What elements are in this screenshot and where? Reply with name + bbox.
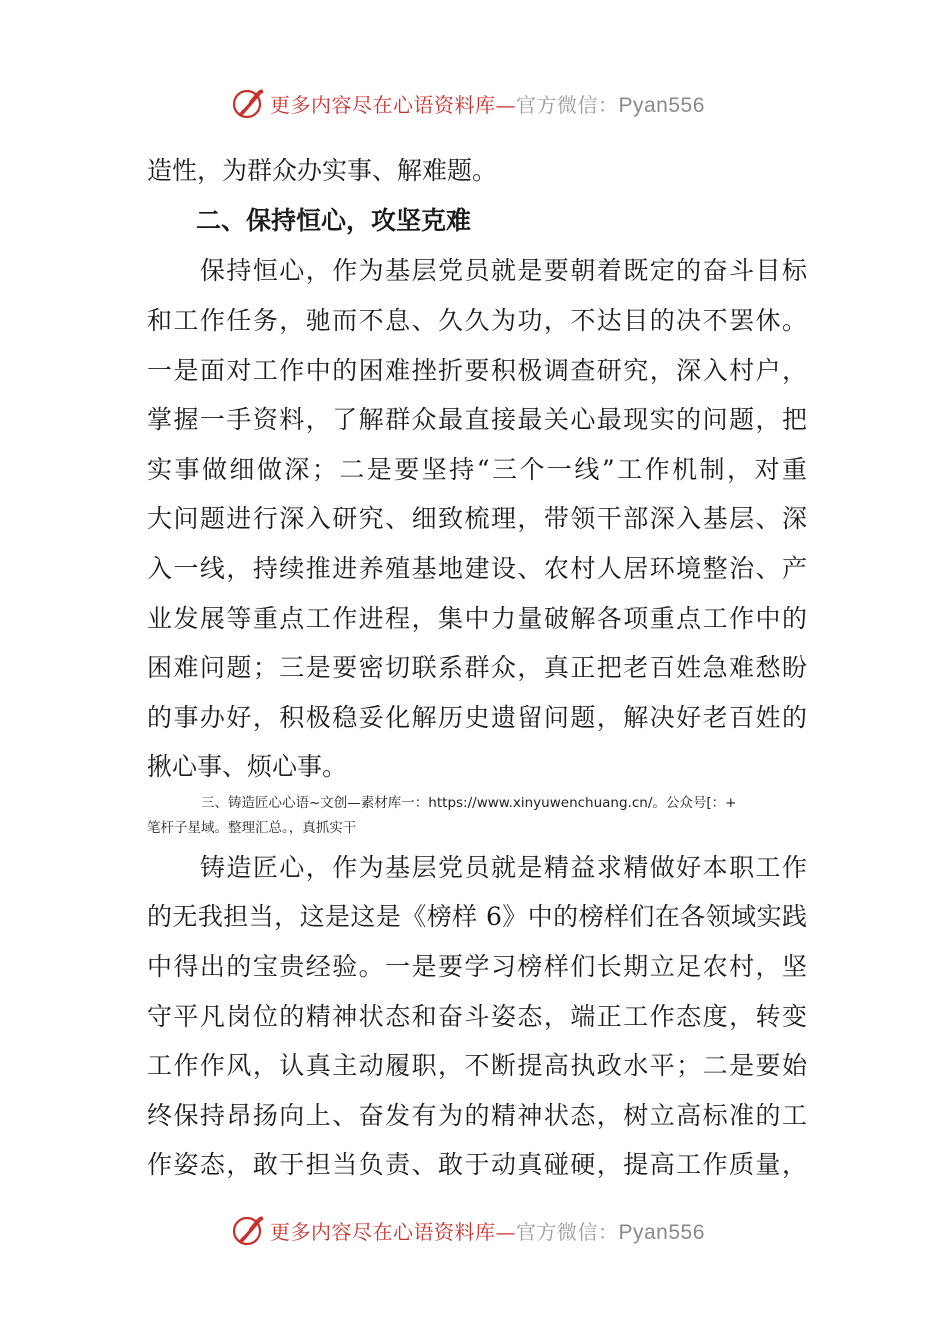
- paragraph-line: 业发展等重点工作进程，集中力量破解各项重点工作中的: [147, 604, 807, 633]
- paragraph-line: 工作作风，认真主动履职，不断提高执政水平；二是要始: [147, 1051, 807, 1080]
- paragraph-line: 掌握一手资料，了解群众最直接最关心最现实的问题，把: [147, 405, 807, 434]
- banner-wechat-id: Pyan556: [618, 1220, 705, 1244]
- paragraph-line: 实事做细做深；二是要坚持“三个一线”工作机制，对重: [147, 455, 807, 484]
- inserted-note-line: 笔杆子星域。整理汇总。，真抓实干: [147, 820, 357, 836]
- paragraph-line: 的无我担当，这是这是《榜样 6》中的榜样们在各领域实践: [147, 902, 807, 931]
- paragraph-line: 的事办好，积极稳妥化解历史遗留问题，解决好老百姓的: [147, 703, 807, 732]
- paragraph-line: 保持恒心，作为基层党员就是要朝着既定的奋斗目标: [147, 256, 807, 285]
- continuation-line: 造性，为群众办实事、解难题。: [147, 156, 498, 185]
- quill-logo-icon: [230, 1212, 266, 1248]
- paragraph-line: 中得出的宝贵经验。一是要学习榜样们长期立足农村，坚: [147, 952, 807, 981]
- banner-main-text: 更多内容尽在心语资料库: [270, 92, 496, 117]
- footer-banner: [230, 1210, 705, 1250]
- paragraph-line: 困难问题；三是要密切联系群众，真正把老百姓急难愁盼: [147, 653, 807, 682]
- paragraph-line: 终保持昂扬向上、奋发有为的精神状态，树立高标准的工: [147, 1101, 807, 1130]
- paragraph-line: 作姿态，敢于担当负责、敢于动真碰硬，提高工作质量，: [147, 1150, 807, 1179]
- paragraph-line: 揪心事、烦心事。: [147, 752, 348, 781]
- banner-wechat-id: Pyan556: [618, 93, 705, 117]
- section-heading: 二、保持恒心，攻坚克难: [196, 206, 472, 235]
- banner-label: 官方微信：: [516, 1219, 619, 1244]
- paragraph-line: 一是面对工作中的困难挫折要积极调查研究，深入村户，: [147, 356, 807, 385]
- paragraph-line: 守平凡岗位的精神状态和奋斗姿态，端正工作态度，转变: [147, 1002, 807, 1031]
- header-banner: [230, 83, 705, 123]
- paragraph-line: 和工作任务，驰而不息、久久为功，不达目的决不罢休。: [147, 306, 807, 335]
- banner-dash: —: [495, 1219, 516, 1244]
- banner-label: 官方微信：: [516, 92, 619, 117]
- paragraph-line: 大问题进行深入研究、细致梳理，带领干部深入基层、深: [147, 504, 807, 533]
- banner-main-text: 更多内容尽在心语资料库: [270, 1219, 496, 1244]
- banner-dash: —: [495, 92, 516, 117]
- inserted-note-line: 三、铸造匠心心语~文创—素材库一：https://www.xinyuwenchuang.cn/。公众号[：+: [147, 795, 737, 811]
- paragraph-line: 入一线，持续推进养殖基地建设、农村人居环境整治、产: [147, 554, 807, 583]
- quill-logo-icon: [230, 85, 266, 121]
- paragraph-line: 铸造匠心，作为基层党员就是精益求精做好本职工作: [147, 853, 807, 882]
